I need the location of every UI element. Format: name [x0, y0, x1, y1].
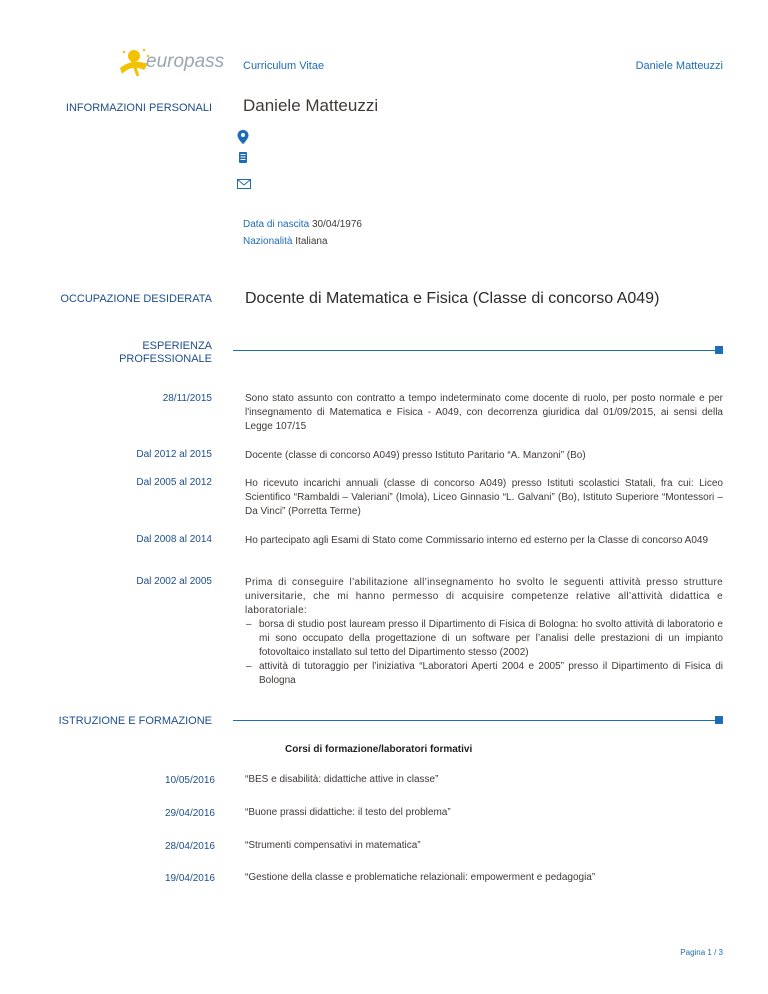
- course-title-1: “BES e disabilità: didattiche attive in classe”: [245, 774, 439, 785]
- experience-date-3: Dal 2005 al 2012: [136, 477, 212, 488]
- course-date-1: 10/05/2016: [164, 775, 215, 786]
- education-divider-marker: [715, 716, 723, 724]
- birth-row: [243, 219, 362, 230]
- experience-label-line1: ESPERIENZA: [142, 340, 212, 352]
- personal-section-label: INFORMAZIONI PERSONALI: [65, 102, 212, 114]
- course-date-4: 19/04/2016: [164, 873, 215, 884]
- experience-text-4: Ho partecipato agli Esami di Stato come Commissario interno ed esterno per la Classe di concorso A049: [245, 535, 709, 546]
- experience-text-1: Sono stato assunto con contratto a tempo indeterminato come docente di ruolo, per posto normale e per l'insegnamento di Matematica e Fisica - A049, con decorrenza giuridica dal 01/09/2015, ai sensi della Legge 107/15: [245, 393, 723, 432]
- list-item: – attività di tutoraggio per l’iniziativa “Laboratori Aperti 2004 e 2005” presso il Dipartimento di Fisica di Bologna: [259, 660, 723, 688]
- experience-text-5: [245, 576, 723, 688]
- experience-label-line2: PROFESSIONALE: [119, 353, 212, 365]
- doc-title: Curriculum Vitae: [243, 60, 325, 72]
- course-date-2: 29/04/2016: [164, 808, 215, 819]
- experience-date-5: Dal 2002 al 2005: [136, 576, 212, 587]
- email-icon: [237, 176, 249, 188]
- header-person-name: Daniele Matteuzzi: [635, 60, 723, 72]
- person-name: Daniele Matteuzzi: [243, 96, 379, 115]
- phone-icon: [237, 151, 249, 163]
- occupation-value: Docente di Matematica e Fisica (Classe di concorso A049): [245, 290, 660, 307]
- occupation-section-label: OCCUPAZIONE DESIDERATA: [60, 293, 212, 305]
- birth-label: Data di nascita: [243, 219, 310, 230]
- experience-divider-marker: [715, 346, 723, 354]
- europass-logo: [118, 46, 228, 82]
- nationality-value: Italiana: [295, 236, 328, 247]
- experience-date-1: 28/11/2015: [162, 393, 212, 404]
- experience-date-4: Dal 2008 al 2014: [136, 534, 212, 545]
- course-title-4: “Gestione della classe e problematiche relazionali: empowerment e pedagogia”: [245, 872, 596, 883]
- experience-text-3: Ho ricevuto incarichi annuali (classe di concorso A049) presso Istituti scolastici Statali, fra cui: Liceo Scientifico “Rambaldi – Valeriani” (Imola), Liceo Ginnasio “L. Galvani” (Bo), Istituto Superiore “Montessori – Da Vinci” (Porretta Terme): [245, 478, 723, 517]
- experience-text-2: Docente (classe di concorso A049) presso Istituto Paritario “A. Manzoni” (Bo): [245, 450, 586, 461]
- location-icon: [237, 130, 249, 142]
- nationality-label: Nazionalità: [243, 236, 293, 247]
- experience-text-5-intro: Prima di conseguire l’abilitazione all’insegnamento ho svolto le seguenti attività presso strutture universitarie, che mi hanno permesso di acquisire competenze relative all’attività didattica e laboratoriale:: [245, 577, 723, 616]
- list-item: – borsa di studio post lauream presso il Dipartimento di Fisica di Bologna: ho svolto attività di laboratorio e mi sono occupato della progettazione di un software per l’analisi delle prestazioni di un impianto fotovoltaico installato sul tetto del Dipartimento stesso (2002): [259, 618, 723, 660]
- experience-section-label: [119, 340, 212, 366]
- logo-text: europass: [146, 51, 225, 72]
- experience-bullets: [245, 618, 723, 688]
- nationality-row: [243, 236, 328, 247]
- page-number: Pagina 1 / 3: [680, 948, 723, 957]
- birth-value: 30/04/1976: [311, 219, 362, 230]
- experience-date-2: Dal 2012 al 2015: [136, 449, 212, 460]
- course-title-2: “Buone prassi didattiche: il testo del problema”: [245, 807, 451, 818]
- courses-heading: Corsi di formazione/laboratori formativi: [285, 744, 473, 755]
- education-divider: [233, 720, 716, 721]
- experience-divider: [233, 350, 716, 351]
- course-title-3: “Strumenti compensativi in matematica”: [245, 840, 421, 851]
- course-date-3: 28/04/2016: [164, 841, 215, 852]
- education-section-label: ISTRUZIONE E FORMAZIONE: [58, 715, 212, 727]
